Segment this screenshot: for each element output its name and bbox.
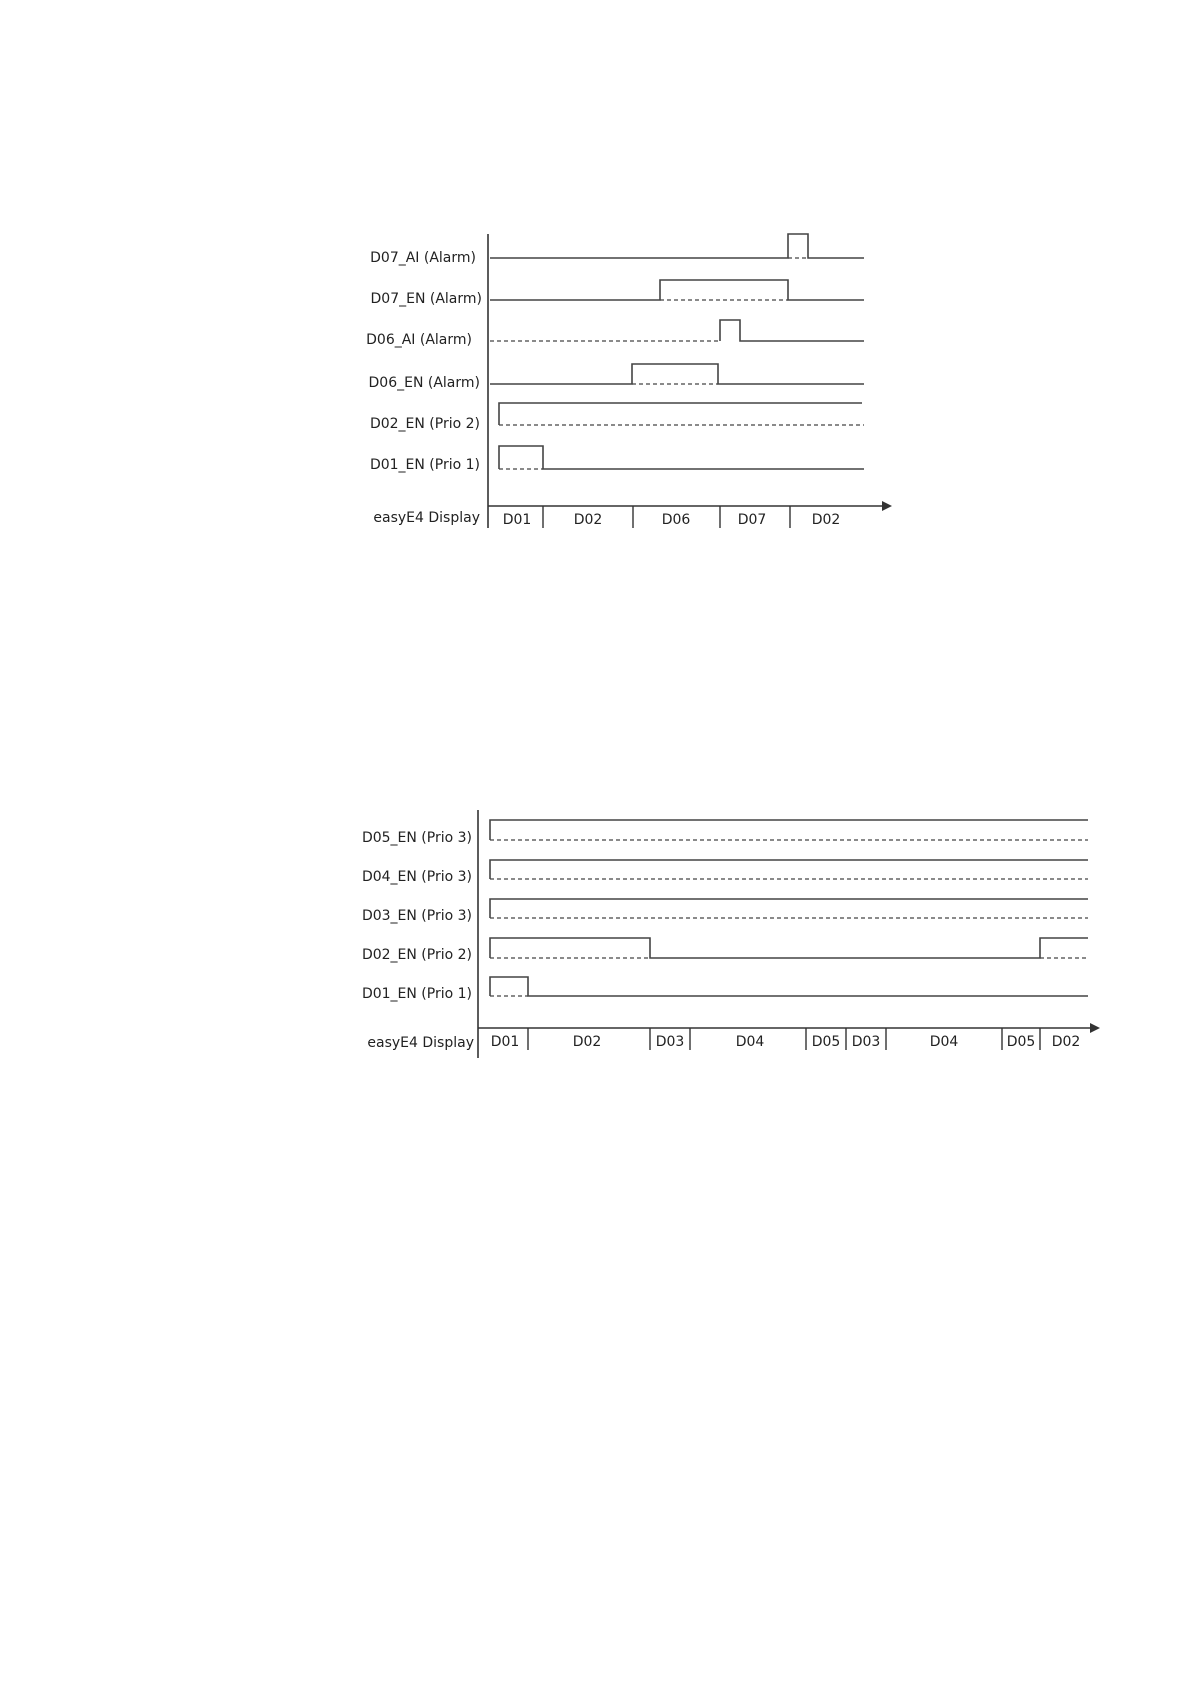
diagram-2-row-label: D02_EN (Prio 2) xyxy=(361,947,472,963)
diagram-2-display-segment: D04 xyxy=(735,1034,765,1050)
signal-D02-EN xyxy=(499,403,862,425)
signal-D07-EN xyxy=(490,280,864,300)
diagram-2-display-segment: D02 xyxy=(1051,1034,1081,1050)
diagram-2-row-label: D05_EN (Prio 3) xyxy=(361,830,472,846)
diagram-1-display-segment: D02 xyxy=(811,512,841,528)
diagram-2-display-segment: D05 xyxy=(1006,1034,1036,1050)
diagram-1-arrow-icon xyxy=(882,501,892,511)
diagram-1-display-segment: D07 xyxy=(737,512,767,528)
signal-D05-EN xyxy=(490,820,1088,840)
signal-D07-AI xyxy=(490,234,864,258)
diagram-2-display-segment: D04 xyxy=(929,1034,959,1050)
signal-D04-EN xyxy=(490,860,1088,879)
diagram-2-display-segment: D03 xyxy=(851,1034,881,1050)
diagram-2-display-label: easyE4 Display xyxy=(367,1035,474,1051)
timing-diagram-1 xyxy=(366,234,892,528)
timing-diagram-2 xyxy=(362,810,1100,1058)
diagram-2-row-label: D01_EN (Prio 1) xyxy=(361,986,472,1002)
diagram-1-row-label: D06_AI (Alarm) xyxy=(366,332,472,348)
signal-D06-EN xyxy=(490,364,864,384)
signal-D03-EN xyxy=(490,899,1088,918)
diagram-2-display-segment: D02 xyxy=(572,1034,602,1050)
diagram-1-row-label: D06_EN (Alarm) xyxy=(368,375,480,391)
diagram-2-arrow-icon xyxy=(1090,1023,1100,1033)
signal-D01-EN xyxy=(490,977,1088,996)
diagram-2-row-label: D03_EN (Prio 3) xyxy=(361,908,472,924)
diagram-2-display-segment: D05 xyxy=(811,1034,841,1050)
diagram-1-row-label: D07_AI (Alarm) xyxy=(370,250,476,266)
diagram-1-display-segment: D01 xyxy=(502,512,532,528)
diagram-1-row-label: D07_EN (Alarm) xyxy=(370,291,482,307)
signal-D06-AI xyxy=(720,320,864,341)
diagram-1-display-label: easyE4 Display xyxy=(373,510,480,526)
signal-D01-EN xyxy=(499,446,864,469)
diagram-1-display-segment: D02 xyxy=(573,512,603,528)
diagram-1-row-label: D01_EN (Prio 1) xyxy=(369,457,480,473)
diagram-1-display-segment: D06 xyxy=(661,512,691,528)
diagram-1-row-label: D02_EN (Prio 2) xyxy=(369,416,480,432)
diagram-2-display-segment: D01 xyxy=(490,1034,520,1050)
diagram-2-row-label: D04_EN (Prio 3) xyxy=(361,869,472,885)
diagram-2-display-segment: D03 xyxy=(655,1034,685,1050)
signal-D02-EN xyxy=(490,938,1088,958)
